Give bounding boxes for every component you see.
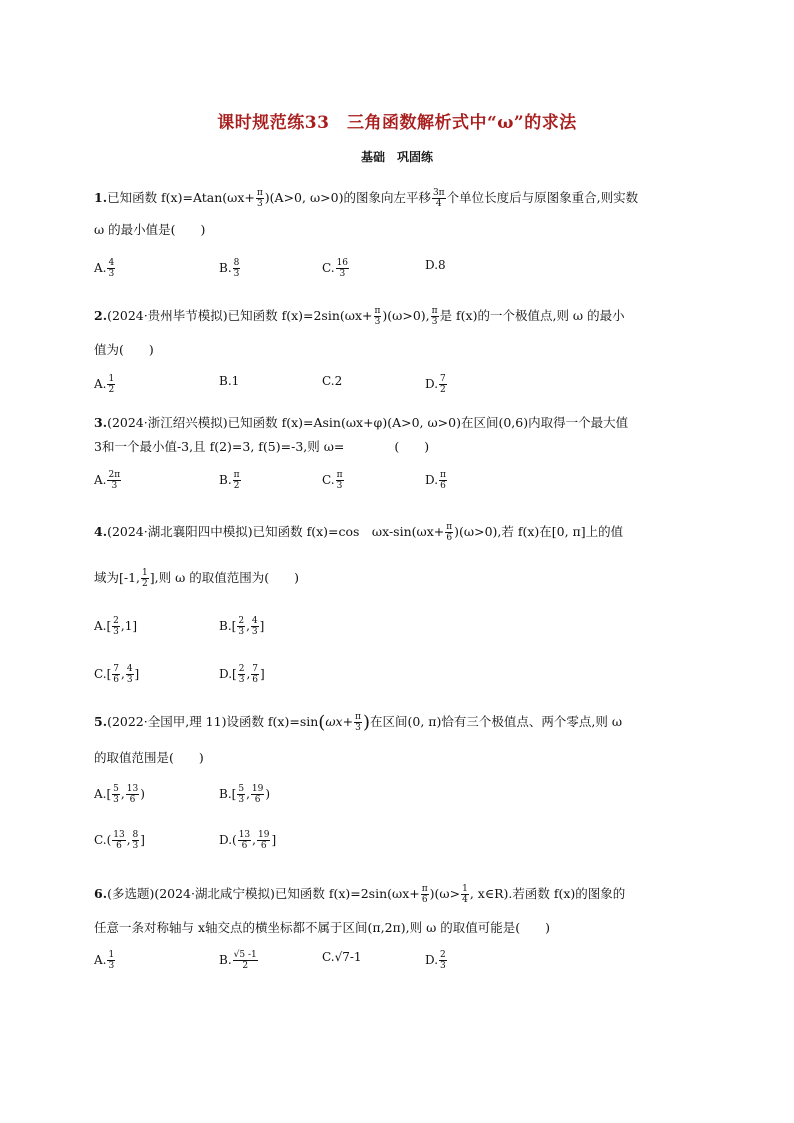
q6-option-b[interactable]: B. $\frac{√5 -1}{2}$ <box>219 950 257 971</box>
q5-option-d[interactable]: D.( $\frac{13}{6}$ , $\frac{19}{6}$ ] <box>219 830 277 851</box>
q2-text: 是 f(x)的一个极值点,则 ω 的最小 <box>439 308 625 323</box>
q6-text: (多选题)(2024·湖北咸宁模拟)已知函数 f(x)=2sin(ωx+ <box>107 886 420 901</box>
q1-option-c[interactable]: C. $\frac{16}{3}$ <box>322 258 349 279</box>
q4-option-c[interactable]: C.[ $\frac{7}{6}$ , $\frac{4}{3}$ ] <box>94 664 140 685</box>
q2-option-c[interactable]: C.2 <box>322 374 343 388</box>
q2-text: (2024·贵州毕节模拟)已知函数 f(x)=2sin(ωx+ <box>107 308 373 323</box>
q6-option-a[interactable]: A. $\frac{1}{3}$ <box>94 950 115 971</box>
q1-number: 1. <box>94 190 108 205</box>
q1-text: 已知函数 f(x)=Atan(ωx+ <box>107 190 255 205</box>
q4-line1 <box>94 522 623 543</box>
q1-option-b[interactable]: B. $\frac{8}{3}$ <box>219 258 240 279</box>
q5-option-b[interactable]: B.[ $\frac{5}{3}$ , $\frac{19}{6}$ ) <box>219 784 271 805</box>
q2-number: 2. <box>94 308 108 323</box>
q3-option-d[interactable]: D. $\frac{\pi}{6}$ <box>425 470 446 491</box>
q4-number: 4. <box>94 524 108 539</box>
q4-text: )(ω>0),若 f(x)在[0, π]上的值 <box>454 524 624 539</box>
q5-frac1: $\frac{\pi}{3}$ <box>355 712 361 733</box>
q5-text: 在区间(0, π)恰有三个极值点、两个零点,则 ω <box>370 714 623 729</box>
q2-line1 <box>94 306 625 327</box>
q6-line2: 任意一条对称轴与 x轴交点的横坐标都不属于区间(π,2π),则 ω 的取值可能是( ) <box>94 920 551 935</box>
q6-line1 <box>94 884 625 905</box>
q4-frac1: $\frac{\pi}{6}$ <box>446 522 453 543</box>
q3-option-b[interactable]: B. $\frac{\pi}{2}$ <box>219 470 240 491</box>
page-title: 课时规范练33 三角函数解析式中“ω”的求法 <box>217 113 577 133</box>
q4-text: (2024·湖北襄阳四中模拟)已知函数 f(x)=cos ωx-sin(ωx+ <box>107 524 445 539</box>
q4-line2: 域为[-1, $\frac{1}{2}$ ],则 ω 的取值范围为( ) <box>94 568 300 589</box>
q1-text: 个单位长度后与原图象重合,则实数 <box>446 190 639 205</box>
q1-frac1: $\frac{\pi}{3}$ <box>256 188 263 209</box>
q1-frac2: $\frac{3\pi}{4}$ <box>432 188 445 209</box>
q2-frac1: $\frac{\pi}{3}$ <box>374 306 381 327</box>
q4-option-b[interactable]: B.[ $\frac{2}{3}$ , $\frac{4}{3}$ ] <box>219 616 265 637</box>
q2-option-d[interactable]: D. $\frac{7}{2}$ <box>425 374 446 395</box>
q1-line2: ω 的最小值是( ) <box>94 222 206 237</box>
q6-text: , x∈R).若函数 f(x)的图象的 <box>469 886 626 901</box>
q6-option-d[interactable]: D. $\frac{2}{3}$ <box>425 950 446 971</box>
q3-option-a[interactable]: A. $\frac{2\pi}{3}$ <box>94 470 121 491</box>
q6-frac2: $\frac{1}{4}$ <box>462 884 468 905</box>
q1-option-d[interactable]: D.8 <box>425 258 446 272</box>
q5-option-a[interactable]: A.[ $\frac{5}{3}$ , $\frac{13}{6}$ ) <box>94 784 145 805</box>
q5-line2: 的取值范围是( ) <box>94 750 204 765</box>
q2-option-b[interactable]: B.1 <box>219 374 240 388</box>
q4-option-a[interactable]: A.[ $\frac{2}{3}$ ,1] <box>94 616 138 637</box>
section-subtitle: 基础 巩固练 <box>360 150 433 164</box>
q3-line2: 3和一个最小值-3,且 f(2)=3, f(5)=-3,则 ω= ( ) <box>94 439 430 454</box>
q4-option-d[interactable]: D.[ $\frac{2}{3}$ , $\frac{7}{6}$ ] <box>219 664 265 685</box>
q5-text: (2022·全国甲,理 11)设函数 f(x)=sin <box>107 714 319 729</box>
q6-frac1: $\frac{\pi}{6}$ <box>421 884 428 905</box>
q3-text: (2024·浙江绍兴模拟)已知函数 f(x)=Asin(ωx+φ)(A>0, ω>0)在区间(0,6)内取得一个最大值 <box>107 415 629 430</box>
q5-line1: 5.(2022·全国甲,理 11)设函数 f(x)=sin(ωx+ $\frac{\pi}{3}$ )在区间(0, π)恰有三个极值点、两个零点,则 ω <box>94 712 623 733</box>
q3-option-c[interactable]: C. $\frac{\pi}{3}$ <box>322 470 343 491</box>
q6-text: )(ω> <box>429 886 461 901</box>
q5-number: 5. <box>94 714 108 729</box>
q2-option-a[interactable]: A. $\frac{1}{2}$ <box>94 374 115 395</box>
q6-option-c[interactable]: C.√7-1 <box>322 950 362 964</box>
q5-option-c[interactable]: C.( $\frac{13}{6}$ , $\frac{8}{3}$ ] <box>94 830 145 851</box>
q1-line1 <box>94 188 638 209</box>
q2-line2: 值为( ) <box>94 342 154 357</box>
q1-option-a[interactable]: A. $\frac{4}{3}$ <box>94 258 115 279</box>
q1-text: )(A>0, ω>0)的图象向左平移 <box>264 190 431 205</box>
q4-frac2: $\frac{1}{2}$ <box>142 568 148 589</box>
q3-line1 <box>94 413 628 431</box>
q2-text: )(ω>0), <box>382 308 430 323</box>
q2-frac2: $\frac{\pi}{3}$ <box>431 306 438 327</box>
q3-number: 3. <box>94 415 108 430</box>
q6-number: 6. <box>94 886 108 901</box>
